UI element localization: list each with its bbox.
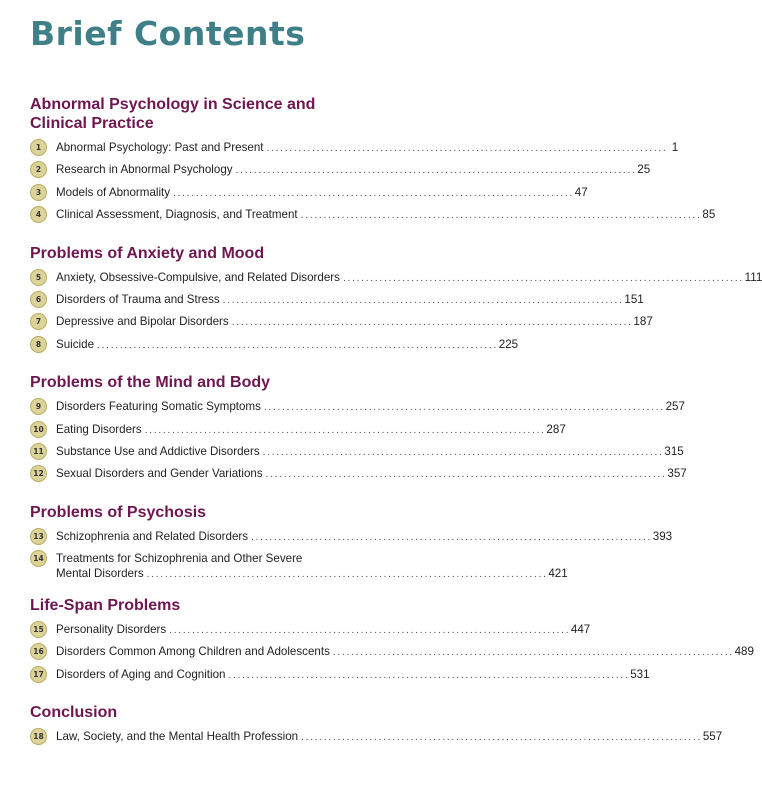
chapter-list: [30, 399, 687, 489]
dot-leader: [301, 208, 700, 223]
chapter-entry[interactable]: [30, 337, 519, 359]
page-number: 489: [734, 645, 754, 659]
page-number: 25: [637, 163, 651, 177]
page-number: 315: [664, 444, 684, 458]
page-number: 447: [570, 623, 591, 637]
chapter-number-badge: 16: [30, 643, 47, 660]
chapter-number-badge: 17: [30, 666, 47, 683]
chapter-number-badge: 8: [30, 336, 47, 353]
chapter-number-badge: 18: [30, 728, 47, 745]
chapter-title: Mental Disorders: [56, 567, 144, 581]
page-number: 531: [630, 667, 650, 681]
chapter-entry[interactable]: [30, 529, 673, 551]
page-number: 151: [624, 292, 644, 306]
chapter-title: Disorders of Aging and Cognition: [56, 667, 226, 681]
section-title-line: Problems of Anxiety and Mood: [30, 244, 265, 262]
dot-leader: [223, 293, 622, 308]
chapter-list: [30, 529, 673, 582]
section: [30, 703, 723, 751]
section-title: [30, 373, 402, 392]
page-number: 111: [744, 270, 762, 284]
section-title: [30, 244, 402, 263]
chapter-number-badge: 14: [30, 550, 47, 567]
chapter-entry[interactable]: [30, 314, 653, 336]
dot-leader: [267, 141, 666, 156]
dot-leader: [343, 271, 742, 286]
chapter-title: Disorders Featuring Somatic Symptoms: [56, 400, 261, 414]
section: [30, 503, 673, 582]
page-number: 287: [546, 422, 566, 436]
dot-leader: [263, 445, 662, 460]
section-title: [30, 503, 402, 522]
dot-leader: [251, 530, 650, 545]
chapter-title: Disorders of Trauma and Stress: [56, 292, 220, 306]
chapter-number-badge: 10: [30, 421, 47, 438]
section-title: [30, 703, 402, 722]
chapter-title: Clinical Assessment, Diagnosis, and Treatment: [56, 208, 298, 222]
chapter-number-badge: 3: [30, 184, 47, 201]
section-title-line: Problems of Psychosis: [30, 503, 207, 521]
section: [30, 596, 754, 689]
chapter-number-badge: 2: [30, 161, 47, 178]
chapter-entry[interactable]: [30, 644, 754, 666]
chapter-title: Depressive and Bipolar Disorders: [56, 315, 229, 329]
section: [30, 244, 762, 360]
page-number: 85: [702, 208, 716, 222]
chapter-title: Anxiety, Obsessive-Compulsive, and Related Disorders: [56, 270, 340, 284]
dot-leader: [169, 623, 568, 638]
chapter-entry[interactable]: [30, 207, 716, 229]
chapter-number-badge: 13: [30, 528, 47, 545]
chapter-number-badge: 9: [30, 398, 47, 415]
chapter-number-badge: 1: [30, 139, 47, 156]
dot-leader: [147, 567, 546, 582]
section: [30, 373, 687, 489]
dot-leader: [333, 645, 732, 660]
chapter-entry[interactable]: [30, 466, 687, 488]
page-number: 47: [574, 185, 588, 199]
dot-leader: [236, 163, 635, 178]
page-number: 225: [498, 337, 519, 351]
section: [30, 95, 716, 230]
section-title-line: Conclusion: [30, 704, 118, 722]
chapter-number-badge: 12: [30, 465, 47, 482]
chapter-title: Models of Abnormality: [56, 185, 171, 199]
chapter-entry[interactable]: [30, 162, 651, 184]
page-number: 1: [671, 141, 679, 154]
page-number: 357: [667, 467, 687, 481]
section-title-line: Problems of the Mind and Body: [30, 374, 271, 392]
section-title-line: Abnormal Psychology in Science and: [30, 96, 316, 113]
chapter-entry[interactable]: [30, 444, 684, 466]
chapter-entry[interactable]: [30, 667, 650, 689]
dot-leader: [264, 400, 663, 415]
page-title: Brief Contents: [30, 14, 306, 53]
chapter-title: Disorders Common Among Children and Adolescents: [56, 645, 330, 659]
chapter-entry[interactable]: [30, 399, 685, 421]
chapter-number-badge: 7: [30, 313, 47, 330]
section-title-line: Life-Span Problems: [30, 597, 181, 615]
chapter-title: Treatments for Schizophrenia and Other Severe: [56, 552, 303, 566]
section-title: [30, 95, 402, 133]
chapter-entry[interactable]: [30, 140, 679, 162]
chapter-list: [30, 622, 754, 689]
dot-leader: [301, 730, 700, 745]
dot-leader: [145, 423, 544, 438]
chapter-title: Eating Disorders: [56, 422, 142, 436]
section-title-line: Clinical Practice: [30, 115, 154, 132]
dot-leader: [266, 467, 665, 482]
chapter-title: Schizophrenia and Related Disorders: [56, 529, 249, 543]
chapter-entry[interactable]: [30, 185, 588, 207]
dot-leader: [229, 668, 628, 683]
dot-leader: [97, 338, 496, 353]
chapter-title: Substance Use and Addictive Disorders: [56, 444, 260, 458]
page-number: 393: [652, 529, 673, 543]
chapter-list: [30, 140, 716, 230]
chapter-title: Sexual Disorders and Gender Variations: [56, 467, 263, 481]
contents-list: [30, 95, 762, 752]
chapter-entry[interactable]: [30, 622, 591, 644]
chapter-entry[interactable]: [30, 270, 762, 292]
page-number: 421: [548, 567, 568, 581]
page-number: 187: [633, 315, 653, 329]
chapter-title: Abnormal Psychology: Past and Present: [56, 141, 264, 154]
chapter-number-badge: 15: [30, 621, 47, 638]
chapter-list: [30, 729, 723, 751]
chapter-number-badge: 11: [30, 443, 47, 460]
section-title: [30, 596, 402, 615]
chapter-number-badge: 6: [30, 291, 47, 308]
page-number: 257: [665, 400, 685, 414]
chapter-number-badge: 5: [30, 269, 47, 286]
chapter-list: [30, 270, 762, 360]
chapter-entry[interactable]: [30, 729, 723, 751]
chapter-title: Law, Society, and the Mental Health Profession: [56, 730, 299, 744]
chapter-title: Personality Disorders: [56, 623, 167, 637]
dot-leader: [232, 315, 631, 330]
chapter-title: Suicide: [56, 337, 95, 351]
chapter-number-badge: 4: [30, 206, 47, 223]
chapter-entry[interactable]: [30, 292, 644, 314]
chapter-title: Research in Abnormal Psychology: [56, 163, 233, 177]
page-number: 557: [702, 730, 723, 744]
dot-leader: [173, 186, 572, 201]
chapter-entry[interactable]: [30, 422, 566, 444]
chapter-entry[interactable]: [30, 551, 568, 582]
